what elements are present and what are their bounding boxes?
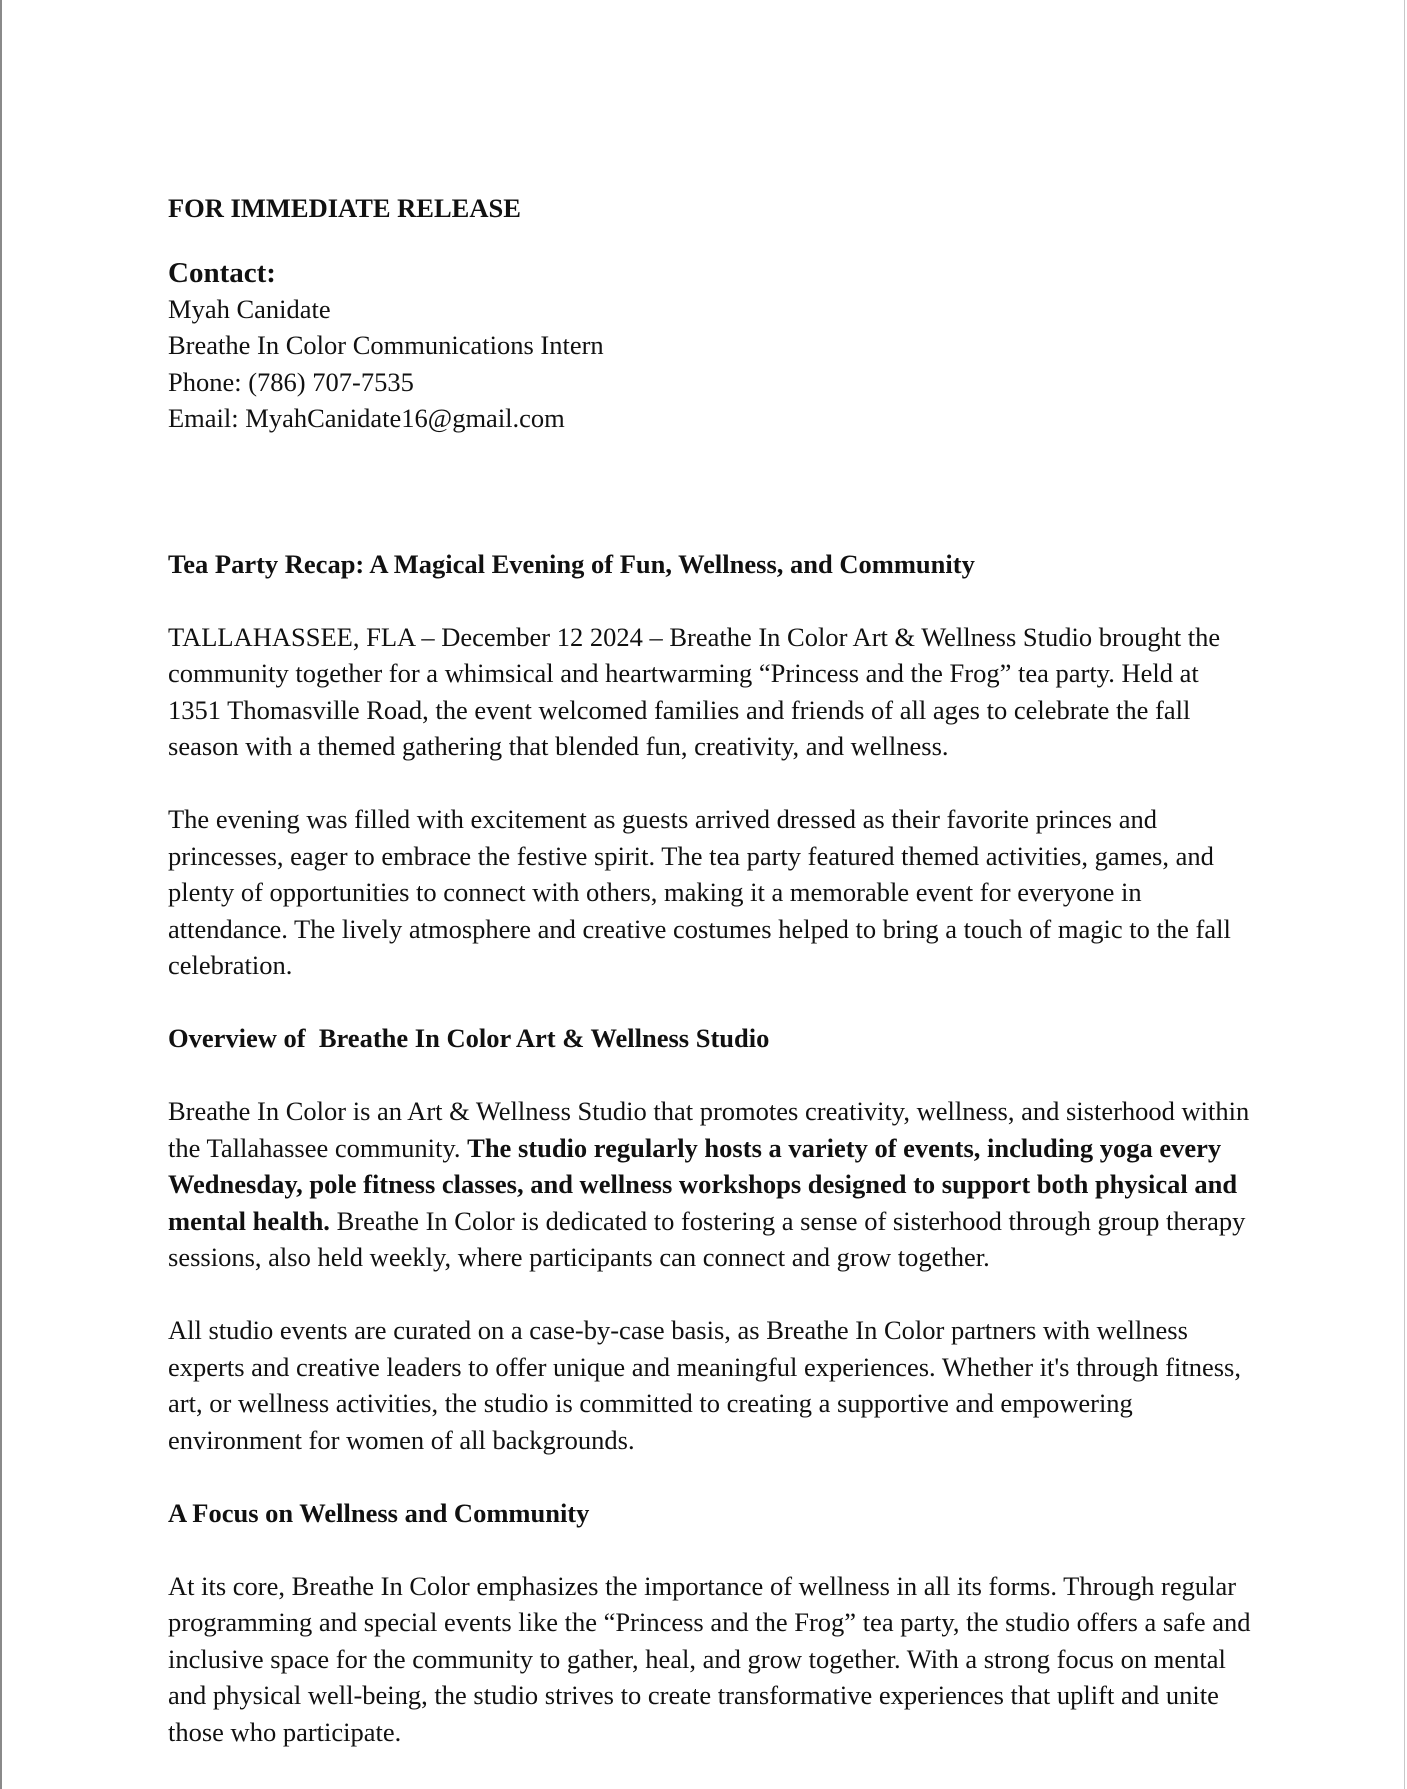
contact-name: Myah Canidate: [168, 293, 331, 324]
contact-phone: Phone: (786) 707-7535: [168, 366, 414, 397]
press-release-body: [168, 190, 1258, 1750]
release-label: FOR IMMEDIATE RELEASE: [168, 193, 521, 223]
section-heading-overview: Overview of Breathe In Color Art & Wellness Studio: [168, 1023, 770, 1053]
section-heading-focus: A Focus on Wellness and Community: [168, 1497, 590, 1528]
paragraph-overview-end: Breathe In Color is dedicated to fostering a sense of sisterhood through group therapy sessions, also held weekly, where participants can connect and grow together.: [168, 1205, 1246, 1272]
contact-title: Breathe In Color Communications Intern: [168, 330, 604, 360]
paragraph-evening: The evening was filled with excitement as guests arrived dressed as their favorite princes and princesses, eager to embrace the festive spirit. The tea party featured themed activities, games, and plenty of opportunities to connect with others, making it a memorable event for everyone in attendance. The lively atmosphere and creative costumes helped to bring a touch of magic to the fall celebration.: [168, 804, 1231, 980]
contact-heading: Contact:: [168, 256, 276, 289]
paragraph-events: All studio events are curated on a case-by-case basis, as Breathe In Color partners with wellness experts and creative leaders to offer unique and meaningful experiences. Whether it's through fitness, art, or wellness activities, the studio is committed to creating a supportive and empowering environment for women of all backgrounds.: [168, 1315, 1241, 1455]
paragraph-overview-intro: Breathe In Color is an Art & Wellness Studio that promotes creativity, wellness, and sisterhood within the Tallahassee community.: [168, 1096, 1250, 1163]
paragraph-overview-bold: The studio regularly hosts a variety of events, including yoga every Wednesday, pole fitness classes, and wellness workshops designed to support both physical and mental health.: [168, 1132, 1238, 1236]
contact-email: Email: MyahCanidate16@gmail.com: [168, 403, 565, 433]
paragraph-focus: At its core, Breathe In Color emphasizes the importance of wellness in all its forms. Through regular programming and special events like the “Princess and the Frog” tea party, the studio offers a safe and inclusive space for the community to gather, heal, and grow together. With a strong focus on mental and physical well-being, the studio strives to create transformative experiences that uplift and unite those who participate.: [168, 1570, 1251, 1747]
paragraph-overview: [168, 1093, 1258, 1276]
headline: Tea Party Recap: A Magical Evening of Fun, Wellness, and Community: [168, 548, 975, 579]
paragraph-dateline: TALLAHASSEE, FLA – December 12 2024 – Breathe In Color Art & Wellness Studio brought the community together for a whimsical and heartwarming “Princess and the Frog” tea party. Held at 1351 Thomasville Road, the event welcomed families and friends of all ages to celebrate the fall season with a themed gathering that blended fun, creativity, and wellness.: [168, 621, 1221, 761]
